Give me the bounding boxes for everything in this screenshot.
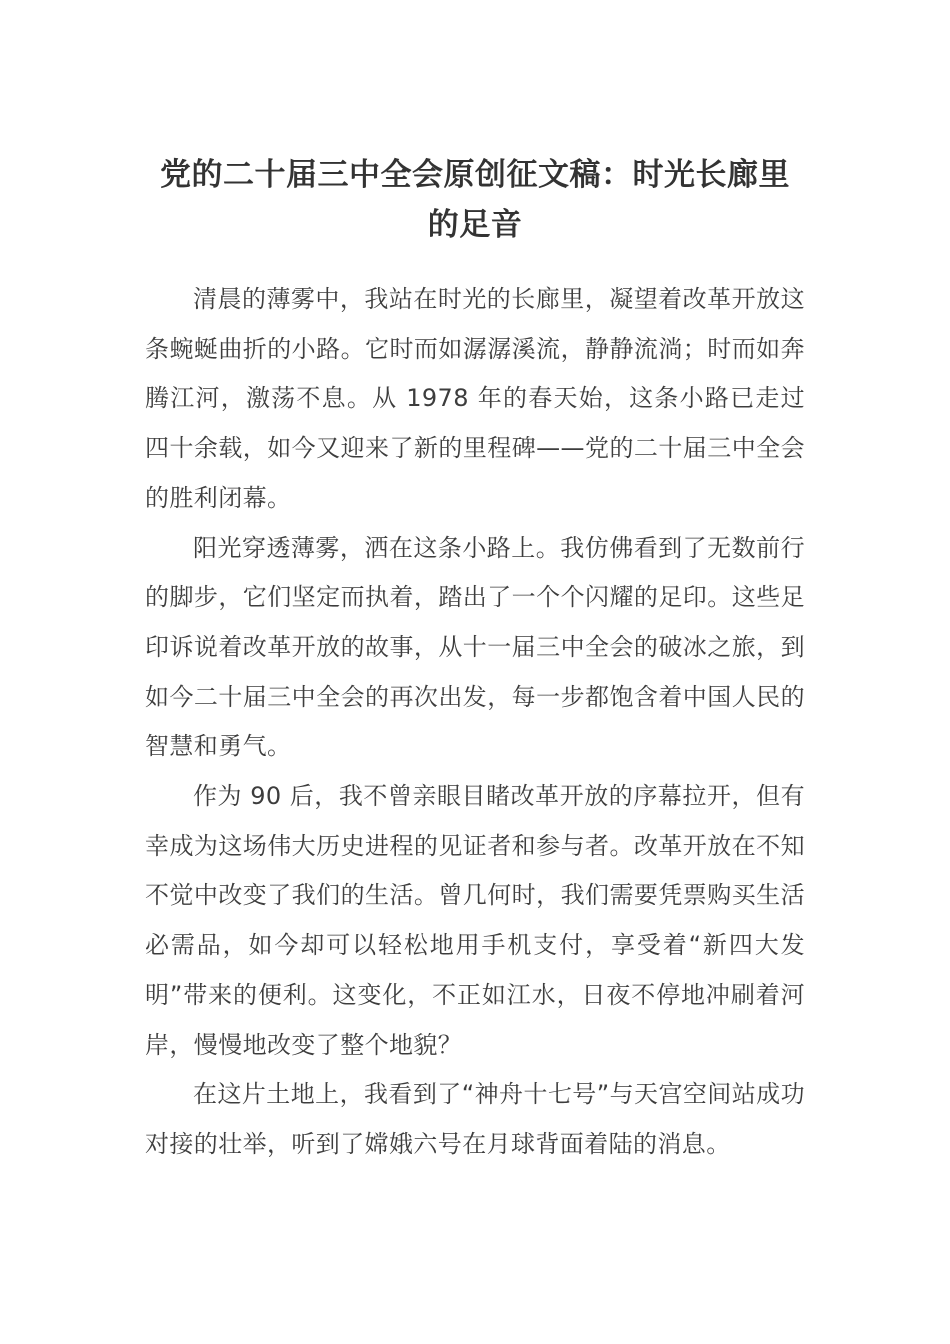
document-title: 党的二十届三中全会原创征文稿：时光长廊里的足音 xyxy=(160,157,790,243)
paragraph: 阳光穿透薄雾，洒在这条小路上。我仿佛看到了无数前行的脚步，它们坚定而执着，踏出了一个个闪耀的足印。这些足印诉说着改革开放的故事，从十一届三中全会的破冰之旅，到如今二十届三中全会的再次出发，每一步都饱含着中国人民的智慧和勇气。 xyxy=(145,533,805,761)
paragraph: 在这片土地上，我看到了“神舟十七号”与天宫空间站成功对接的壮举，听到了嫦娥六号在月球背面着陆的消息。 xyxy=(145,1080,805,1158)
paragraph: 作为 90 后，我不曾亲眼目睹改革开放的序幕拉开，但有幸成为这场伟大历史进程的见证者和参与者。改革开放在不知不觉中改变了我们的生活。曾几何时，我们需要凭票购买生活必需品，如今却可以轻松地用手机支付，享受着“新四大发明”带来的便利。这变化，不正如江水，日夜不停地冲刷着河岸，慢慢地改变了整个地貌？ xyxy=(145,782,805,1059)
paragraph: 清晨的薄雾中，我站在时光的长廊里，凝望着改革开放这条蜿蜒曲折的小路。它时而如潺潺溪流，静静流淌；时而如奔腾江河，激荡不息。从 1978 年的春天始，这条小路已走过四十余载，如今又迎来了新的里程碑——党的二十届三中全会的胜利闭幕。 xyxy=(145,285,805,512)
document-page xyxy=(145,150,805,1170)
document-body xyxy=(145,275,805,1170)
